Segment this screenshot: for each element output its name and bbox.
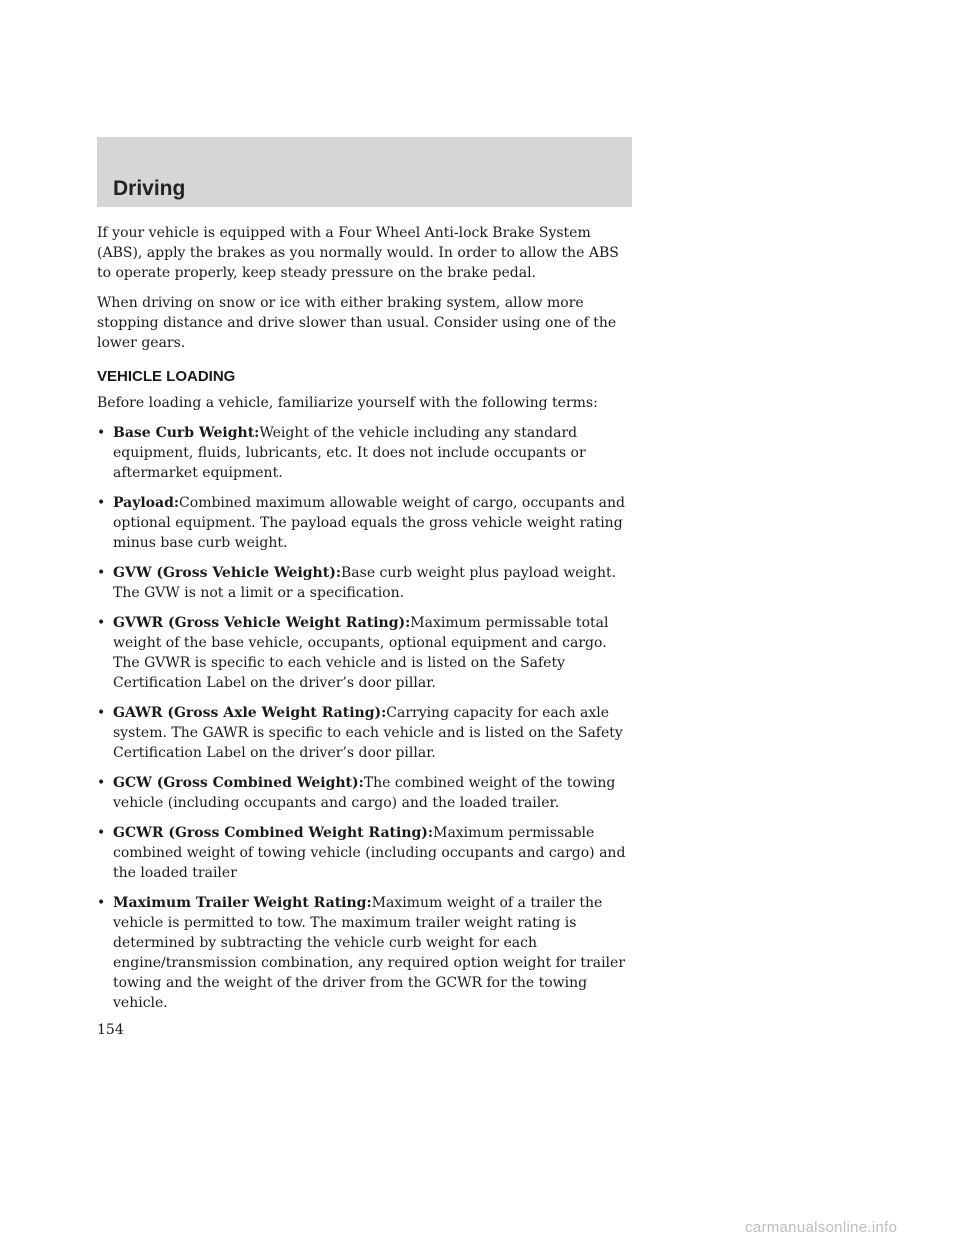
term-label: GVWR (Gross Vehicle Weight Rating):	[113, 615, 411, 631]
term-item-gvw	[97, 563, 637, 603]
term-label: GCW (Gross Combined Weight):	[113, 775, 364, 791]
term-label: GCWR (Gross Combined Weight Rating):	[113, 825, 434, 841]
bullet-icon: •	[97, 495, 106, 511]
bullet-icon: •	[97, 775, 106, 791]
term-definition: Maximum permissable total weight of the base vehicle, occupants, optional equipment and cargo. The GVWR is specific to each vehicle and is listed on the Safety Certification Label on the driver’s door pillar.	[113, 615, 609, 691]
bullet-icon: •	[97, 895, 106, 911]
term-definition: The combined weight of the towing vehicle (including occupants and cargo) and the loaded trailer.	[113, 775, 616, 811]
page-content	[97, 223, 637, 1023]
snow-ice-paragraph: When driving on snow or ice with either braking system, allow more stopping distance and drive slower than usual. Consider using one of the lower gears.	[97, 295, 617, 351]
term-definition: Maximum weight of a trailer the vehicle is permitted to tow. The maximum trailer weight rating is determined by subtracting the vehicle curb weight for each engine/transmission combination, any required option weight for trailer towing and the weight of the driver from the GCWR for the towing vehicle.	[113, 895, 626, 1011]
loading-terms-list	[97, 423, 637, 1013]
bullet-icon: •	[97, 705, 106, 721]
bullet-icon: •	[97, 565, 106, 581]
section-header-band	[97, 137, 632, 207]
term-definition: Maximum permissable combined weight of towing vehicle (including occupants and cargo) and the loaded trailer	[113, 825, 626, 881]
term-definition: Combined maximum allowable weight of cargo, occupants and optional equipment. The payload equals the gross vehicle weight rating minus base curb weight.	[113, 495, 625, 551]
term-item-max-trailer-weight	[97, 893, 637, 1013]
vehicle-loading-intro: Before loading a vehicle, familiarize yourself with the following terms:	[97, 395, 598, 411]
term-item-gcw	[97, 773, 637, 813]
abs-paragraph: If your vehicle is equipped with a Four Wheel Anti-lock Brake System (ABS), apply the brakes as you normally would. In order to allow the ABS to operate properly, keep steady pressure on the brake pedal.	[97, 225, 619, 281]
term-definition: Base curb weight plus payload weight. The GVW is not a limit or a specification.	[113, 565, 617, 601]
term-item-gawr	[97, 703, 637, 763]
page-number: 154	[97, 1022, 124, 1038]
term-definition: Carrying capacity for each axle system. The GAWR is specific to each vehicle and is listed on the Safety Certification Label on the driver’s door pillar.	[113, 705, 623, 761]
term-label: Maximum Trailer Weight Rating:	[113, 895, 372, 911]
term-label: Base Curb Weight:	[113, 425, 260, 441]
term-item-gcwr	[97, 823, 637, 883]
watermark-text: carmanualsonline.info	[745, 1219, 898, 1236]
term-label: GVW (Gross Vehicle Weight):	[113, 565, 341, 581]
term-definition: Weight of the vehicle including any standard equipment, fluids, lubricants, etc. It does not include occupants or aftermarket equipment.	[113, 425, 586, 481]
term-item-base-curb-weight	[97, 423, 637, 483]
section-title: Driving	[113, 177, 186, 200]
term-item-gvwr	[97, 613, 637, 693]
term-label: Payload:	[113, 495, 180, 511]
term-item-payload	[97, 493, 637, 553]
bullet-icon: •	[97, 825, 106, 841]
term-label: GAWR (Gross Axle Weight Rating):	[113, 705, 387, 721]
bullet-icon: •	[97, 615, 106, 631]
vehicle-loading-heading: VEHICLE LOADING	[97, 368, 236, 385]
bullet-icon: •	[97, 425, 106, 441]
